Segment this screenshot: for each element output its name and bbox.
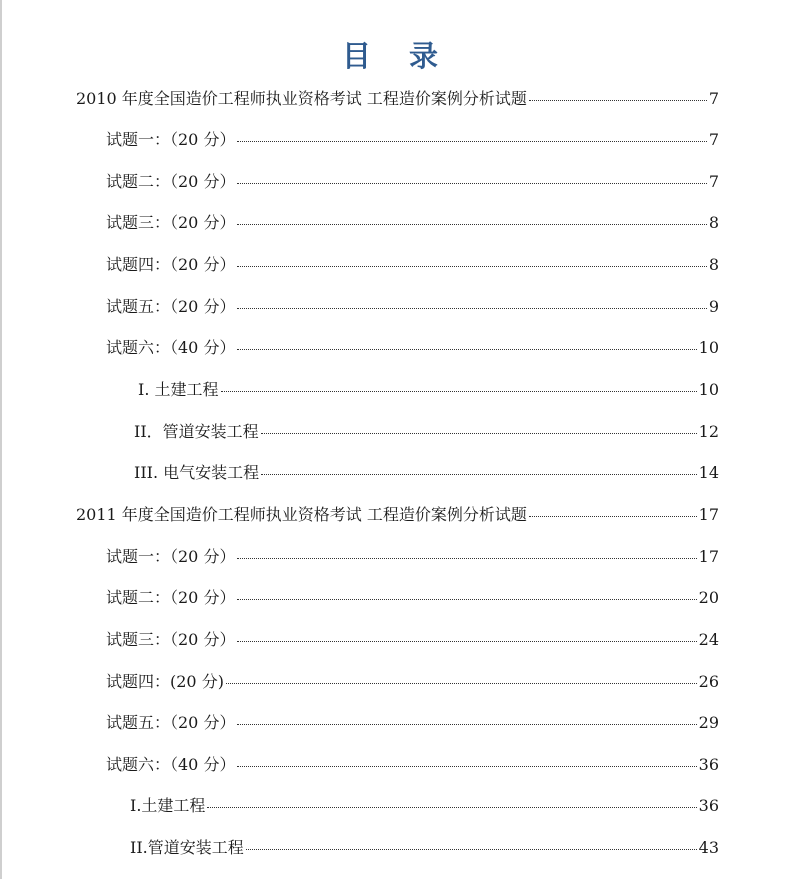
toc-entry-question[interactable] (106, 711, 719, 735)
toc-entry-subsection[interactable] (134, 420, 719, 444)
toc-entry-question[interactable] (106, 586, 719, 610)
toc-entry-subsection[interactable] (130, 794, 719, 818)
toc-entry-page: 10 (698, 380, 719, 399)
toc-entry-label: 2011 年度全国造价工程师执业资格考试 工程造价案例分析试题 (76, 505, 527, 524)
toc-entry-label: 试题六：（40 分） (106, 755, 236, 774)
toc-entry-question[interactable] (106, 628, 719, 652)
toc-entry-question[interactable] (106, 211, 719, 235)
toc-entry-label: 试题三：（20 分） (106, 213, 236, 232)
toc-entry-page: 10 (698, 338, 719, 357)
dot-leader (237, 266, 706, 267)
toc-entry-label: III. 电气安装工程 (134, 463, 260, 482)
toc-entry-page: 26 (698, 672, 719, 691)
dot-leader (237, 599, 696, 600)
toc-entry-2011-exam[interactable] (76, 503, 719, 527)
toc-entry-page: 17 (698, 547, 719, 566)
dot-leader (237, 766, 696, 767)
toc-entry-question[interactable] (106, 670, 719, 694)
dot-leader (237, 183, 706, 184)
toc-entry-label: II．管道安装工程 (134, 422, 259, 441)
toc-entry-page: 7 (708, 130, 719, 149)
toc-entry-question[interactable] (106, 295, 719, 319)
toc-entry-label: II.管道安装工程 (130, 838, 244, 857)
dot-leader (237, 558, 696, 559)
dot-leader (221, 391, 697, 392)
dot-leader (261, 433, 697, 434)
toc-entry-page: 7 (708, 89, 719, 108)
dot-leader (529, 516, 697, 517)
page-title: 目 录 (341, 39, 453, 73)
toc-entry-question[interactable] (106, 170, 719, 194)
toc-entry-label: 试题三：（20 分） (106, 630, 236, 649)
toc-entry-question[interactable] (106, 336, 719, 360)
toc-entry-label: 试题一：（20 分） (106, 547, 236, 566)
dot-leader (207, 807, 696, 808)
toc-entry-subsection[interactable] (134, 461, 719, 485)
toc-entry-question[interactable] (106, 545, 719, 569)
toc-entry-label: Ⅰ. 土建工程 (138, 380, 219, 399)
dot-leader (246, 849, 697, 850)
dot-leader (529, 100, 707, 101)
toc-entry-page: 8 (708, 213, 719, 232)
dot-leader (261, 474, 697, 475)
toc-entry-question[interactable] (106, 253, 719, 277)
dot-leader (226, 683, 697, 684)
toc-entry-page: 36 (698, 796, 719, 815)
toc-entry-page: 7 (708, 172, 719, 191)
toc-entry-page: 24 (698, 630, 719, 649)
toc-entry-page: 9 (708, 297, 719, 316)
toc-entry-label: 试题四：（20 分） (106, 255, 236, 274)
toc-entry-label: 试题一：（20 分） (106, 130, 236, 149)
toc-entry-page: 8 (708, 255, 719, 274)
toc-entry-label: 试题二：（20 分） (106, 588, 236, 607)
toc-entry-label: 试题五：（20 分） (106, 297, 236, 316)
page-edge (0, 0, 2, 879)
toc-entry-subsection[interactable] (130, 836, 719, 860)
toc-entry-question[interactable] (106, 128, 719, 152)
toc-entry-subsection[interactable] (138, 378, 719, 402)
toc-entry-label: 试题二：（20 分） (106, 172, 236, 191)
toc-entry-page: 20 (698, 588, 719, 607)
dot-leader (237, 349, 696, 350)
dot-leader (237, 141, 706, 142)
toc-entry-label: 试题四：(20 分) (106, 672, 224, 691)
toc-entry-page: 12 (698, 422, 719, 441)
toc-entry-page: 36 (698, 755, 719, 774)
dot-leader (237, 641, 696, 642)
toc-entry-page: 14 (698, 463, 719, 482)
toc-entry-label: 2010 年度全国造价工程师执业资格考试 工程造价案例分析试题 (76, 89, 527, 108)
toc-entry-label: 试题六：（40 分） (106, 338, 236, 357)
toc-entry-label: 试题五：（20 分） (106, 713, 236, 732)
dot-leader (237, 224, 706, 225)
toc-entry-page: 29 (698, 713, 719, 732)
toc-entry-question[interactable] (106, 753, 719, 777)
toc-entry-page: 17 (698, 505, 719, 524)
toc-entry-label: I.土建工程 (130, 796, 206, 815)
dot-leader (237, 308, 706, 309)
toc-entry-page: 43 (698, 838, 719, 857)
dot-leader (237, 724, 696, 725)
toc-entry-2010-exam[interactable] (76, 87, 719, 111)
